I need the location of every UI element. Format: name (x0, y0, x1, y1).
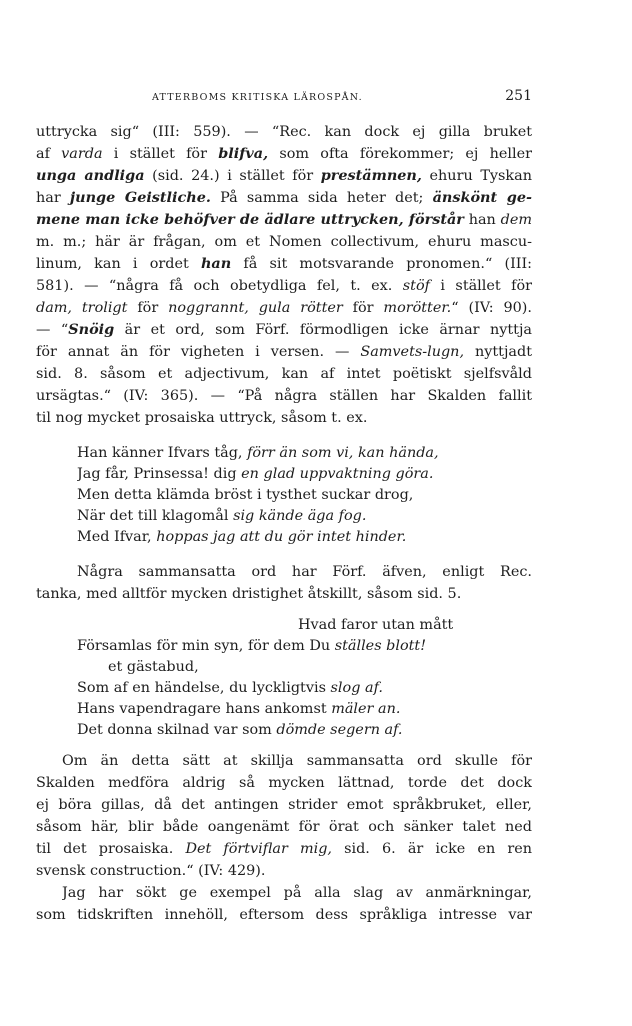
text-line: linum, kan i ordet han få sit motsvarande pronomen.“ (III: (36, 255, 532, 272)
verse-line: et gästabud, (108, 659, 199, 675)
text-line: mene man icke behöfver de ädlare uttrycken, förstår han dem (36, 211, 532, 228)
text-line: m. m.; här är frågan, om et Nomen collectivum, ehuru mascu- (36, 234, 532, 250)
text-line: — “Snöig är et ord, som Förf. förmodligen icke ärnar nyttja (36, 321, 532, 338)
page-header (36, 88, 532, 108)
verse-line: Men detta klämda bröst i tysthet suckar drog, (77, 487, 414, 503)
text-line: ursägtas.“ (IV: 365). — “På några ställen har Skalden fallit (36, 388, 532, 404)
text-line: tanka, med alltför mycken dristighet åtskillt, såsom sid. 5. (36, 586, 462, 602)
verse-line: Som af en händelse, du lyckligtvis slog af. (77, 680, 383, 696)
text-line: Skalden medföra aldrig så mycken lättnad, torde det dock (36, 775, 532, 791)
text-line: uttrycka sig“ (III: 559). — “Rec. kan dock ej gilla bruket (36, 124, 532, 140)
text-line: til nog mycket prosaiska uttryck, såsom t. ex. (36, 410, 368, 426)
text-line: unga andliga (sid. 24.) i stället för prestämnen, ehuru Tyskan (36, 167, 532, 184)
text-line: Några sammansatta ord har Förf. äfven, enligt Rec. (77, 564, 532, 580)
verse-line: När det till klagomål sig kände äga fog. (77, 508, 367, 524)
text-line: Om än detta sätt at skillja sammansatta ord skulle för (62, 753, 532, 769)
verse-line: Med Ifvar, hoppas jag att du gör intet hinder. (77, 529, 407, 545)
text-line: för annat än för vigheten i versen. — Samvets-lugn, nyttjadt (36, 344, 532, 360)
text-line: til det prosaiska. Det förtviflar mig, sid. 6. är icke en ren (36, 841, 532, 857)
verse-line: Han känner Ifvars tåg, förr än som vi, kan hända, (77, 445, 439, 461)
text-line: ej böra gillas, då det antingen strider emot språkbruket, eller, (36, 797, 532, 813)
text-line: Jag har sökt ge exempel på alla slag av anmärkningar, (62, 885, 532, 901)
text-line: såsom här, blir både oangenämt för örat och sänker talet ned (36, 819, 532, 835)
text-line: af varda i stället för blifva, som ofta förekommer; ej heller (36, 145, 532, 162)
text-line: som tidskriften innehöll, eftersom dess språkliga intresse var (36, 907, 532, 923)
running-title: ATTERBOMS KRITISKA LÄROSPÅN. (152, 92, 363, 103)
verse-line: Det donna skilnad var som dömde segern af. (77, 722, 403, 738)
text-line: 581). — “några få och obetydliga fel, t. ex. stöf i stället för (36, 278, 532, 294)
page-number: 251 (505, 88, 532, 104)
text-line: sid. 8. såsom et adjectivum, kan af intet poëtiskt sjelfsvåld (36, 366, 532, 382)
text-line: svensk construction.“ (IV: 429). (36, 863, 266, 879)
text-line: dam, troligt för noggrannt, gula rötter för morötter.“ (IV: 90). (36, 300, 532, 316)
verse-line: Församlas för min syn, för dem Du ställes blott! (77, 638, 426, 654)
text-line: har junge Geistliche. På samma sida heter det; änskönt ge- (36, 189, 532, 206)
verse-line: Hvad faror utan mått (298, 617, 454, 633)
verse-line: Jag får, Prinsessa! dig en glad uppvaktning göra. (77, 466, 434, 482)
verse-line: Hans vapendragare hans ankomst mäler an. (77, 701, 401, 717)
